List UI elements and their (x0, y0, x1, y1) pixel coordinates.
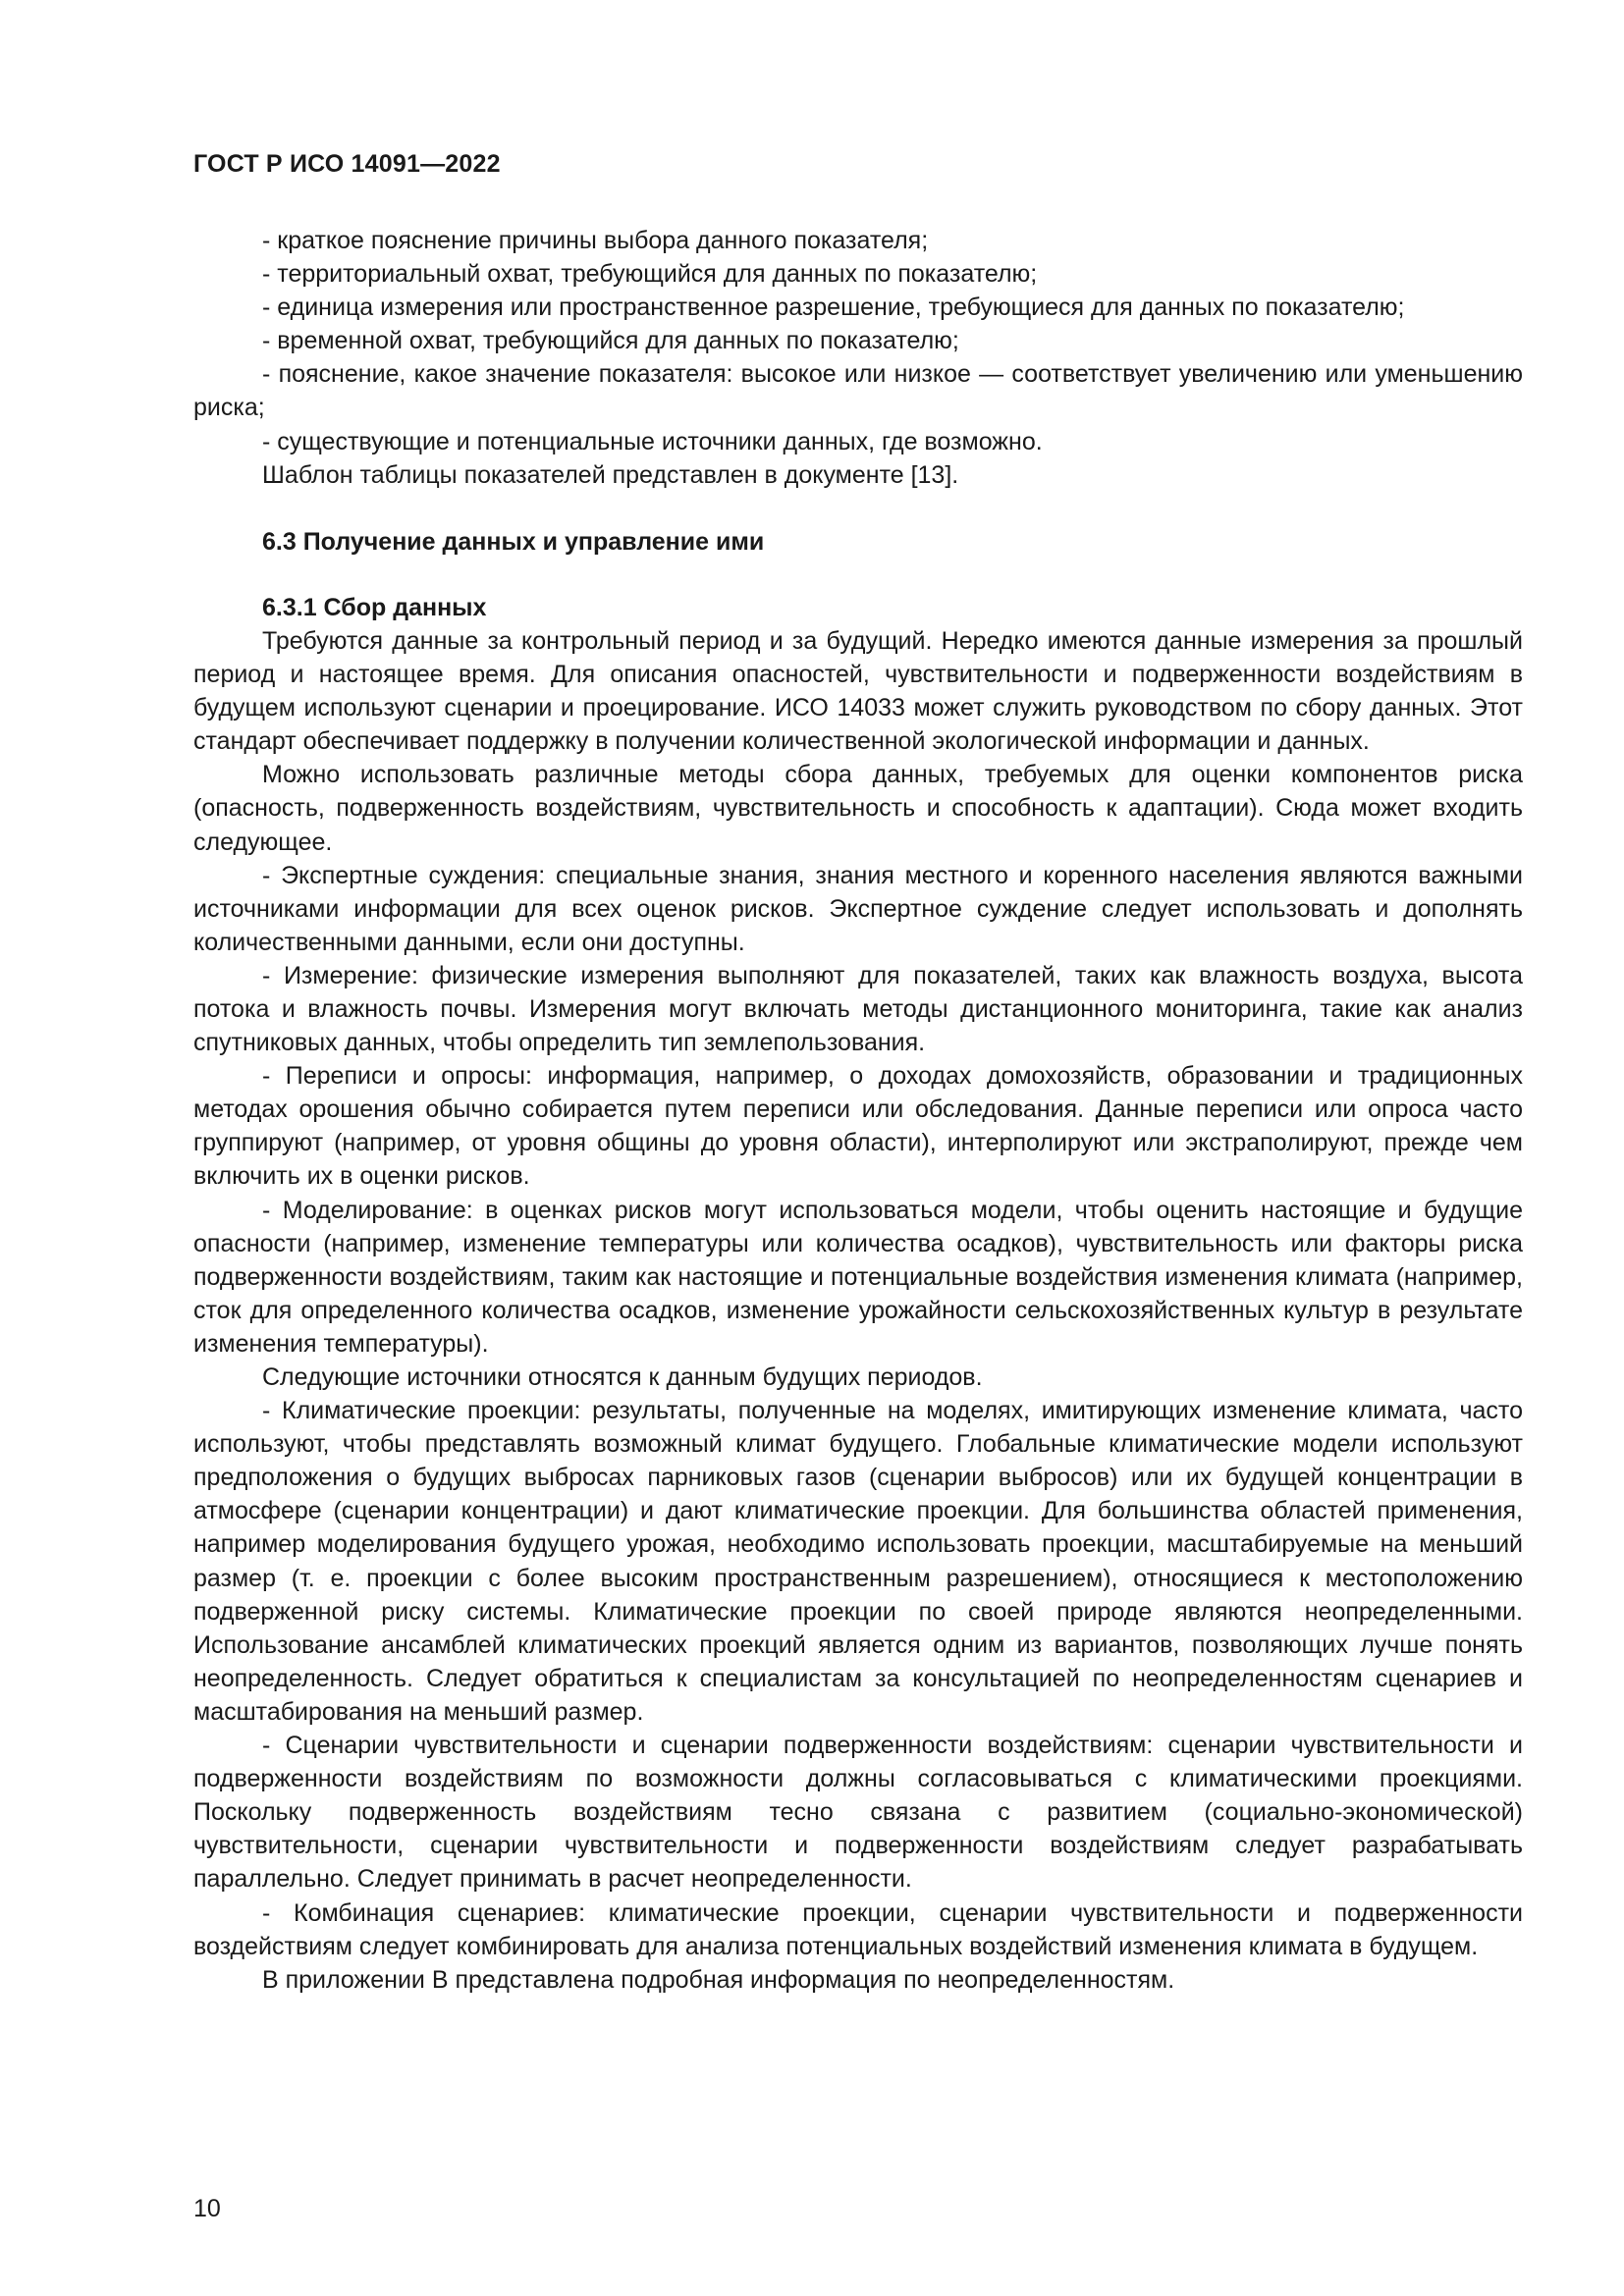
paragraph: - Комбинация сценариев: климатические проекции, сценарии чувствительности и подверженности воздействиям следует комбинировать для анализа потенциальных воздействий изменения климата в будущем. (193, 1898, 1523, 1960)
template-reference: Шаблон таблицы показателей представлен в документе [13]. (262, 460, 959, 489)
paragraph: Требуются данные за контрольный период и за будущий. Нередко имеются данные измерения за прошлый период и настоящее время. Для описания опасностей, чувствительности и подверженности воздействиям в будущем используют сценарии и проецирование. ИСО 14033 может служить руководством по сбору данных. Этот стандарт обеспечивает поддержку в получении количественной экологической информации и данных. (193, 626, 1523, 756)
paragraph: В приложении В представлена подробная информация по неопределенностям. (262, 1965, 1175, 1994)
paragraph: Следующие источники относятся к данным будущих периодов. (262, 1363, 983, 1391)
paragraph: - Измерение: физические измерения выполняют для показателей, таких как влажность воздуха, высота потока и влажность почвы. Измерения могут включать методы дистанционного мониторинга, такие как анализ спутниковых данных, чтобы определить тип землепользования. (193, 961, 1523, 1057)
paragraph: - Экспертные суждения: специальные знания, знания местного и коренного населения являются важными источниками информации для всех оценок рисков. Экспертное суждение следует использовать и дополнять количественными данными, если они доступны. (193, 861, 1523, 956)
list-item: - существующие и потенциальные источники данных, где возможно. (262, 427, 1043, 455)
page-content (193, 224, 1523, 1997)
paragraph: - Переписи и опросы: информация, например, о доходах домохозяйств, образовании и традиционных методах орошения обычно собирается путем переписи или обследования. Данные переписи или опроса часто группируют (например, от уровня общины до уровня области), интерполируют или экстраполируют, прежде чем включить их в оценки рисков. (193, 1062, 1523, 1191)
list-item: - территориальный охват, требующийся для данных по показателю; (262, 260, 1038, 289)
list-item: - пояснение, какое значение показателя: высокое или низкое — соответствует увеличению или уменьшению риска; (193, 360, 1523, 422)
subsection-heading: 6.3.1 Сбор данных (262, 593, 487, 621)
paragraph: - Моделирование: в оценках рисков могут использоваться модели, чтобы оценить настоящие и будущие опасности (например, изменение температуры или количества осадков), чувствительность или факторы риска подверженности воздействиям, таким как настоящие и потенциальные воздействия изменения климата (например, сток для определенного количества осадков, изменение урожайности сельскохозяйственных культур в результате изменения температуры). (193, 1196, 1523, 1358)
paragraph: Можно использовать различные методы сбора данных, требуемых для оценки компонентов риска (опасность, подверженность воздействиям, чувствительность и способность к адаптации). Сюда может входить следующее. (193, 761, 1523, 856)
paragraph: - Климатические проекции: результаты, полученные на моделях, имитирующих изменение климата, часто используют, чтобы представлять возможный климат будущего. Глобальные климатические модели используют предположения о будущих выбросах парниковых газов (сценарии выбросов) или их будущей концентрации в атмосфере (сценарии концентрации) и дают климатические проекции. Для большинства областей применения, например моделирования будущего урожая, необходимо использовать проекции, масштабируемые на меньший размер (т. е. проекции с более высоким пространственным разрешением), относящиеся к местоположению подверженной риску системы. Климатические проекции по своей природе являются неопределенными. Использование ансамблей климатических проекций является одним из вариантов, позволяющих лучше понять неопределенность. Следует обратиться к специалистам за консультацией по неопределенностям сценариев и масштабирования на меньший размер. (193, 1397, 1523, 1726)
list-item: - единица измерения или пространственное разрешение, требующиеся для данных по показателю; (262, 294, 1405, 322)
section-heading: 6.3 Получение данных и управление ими (262, 527, 765, 556)
paragraph: - Сценарии чувствительности и сценарии подверженности воздействиям: сценарии чувствительности и подверженности воздействиям по возможности должны согласовываться с климатическими проекциями. Поскольку подверженность воздействиям тесно связана с развитием (социально-экономической) чувствительности, сценарии чувствительности и подверженности воздействиям следует разрабатывать параллельно. Следует принимать в расчет неопределенности. (193, 1732, 1523, 1894)
page-number: 10 (193, 2195, 221, 2222)
page-header: ГОСТ Р ИСО 14091—2022 (193, 150, 501, 178)
list-item: - краткое пояснение причины выбора данного показателя; (262, 227, 929, 254)
list-item: - временной охват, требующийся для данных по показателю; (262, 327, 959, 355)
